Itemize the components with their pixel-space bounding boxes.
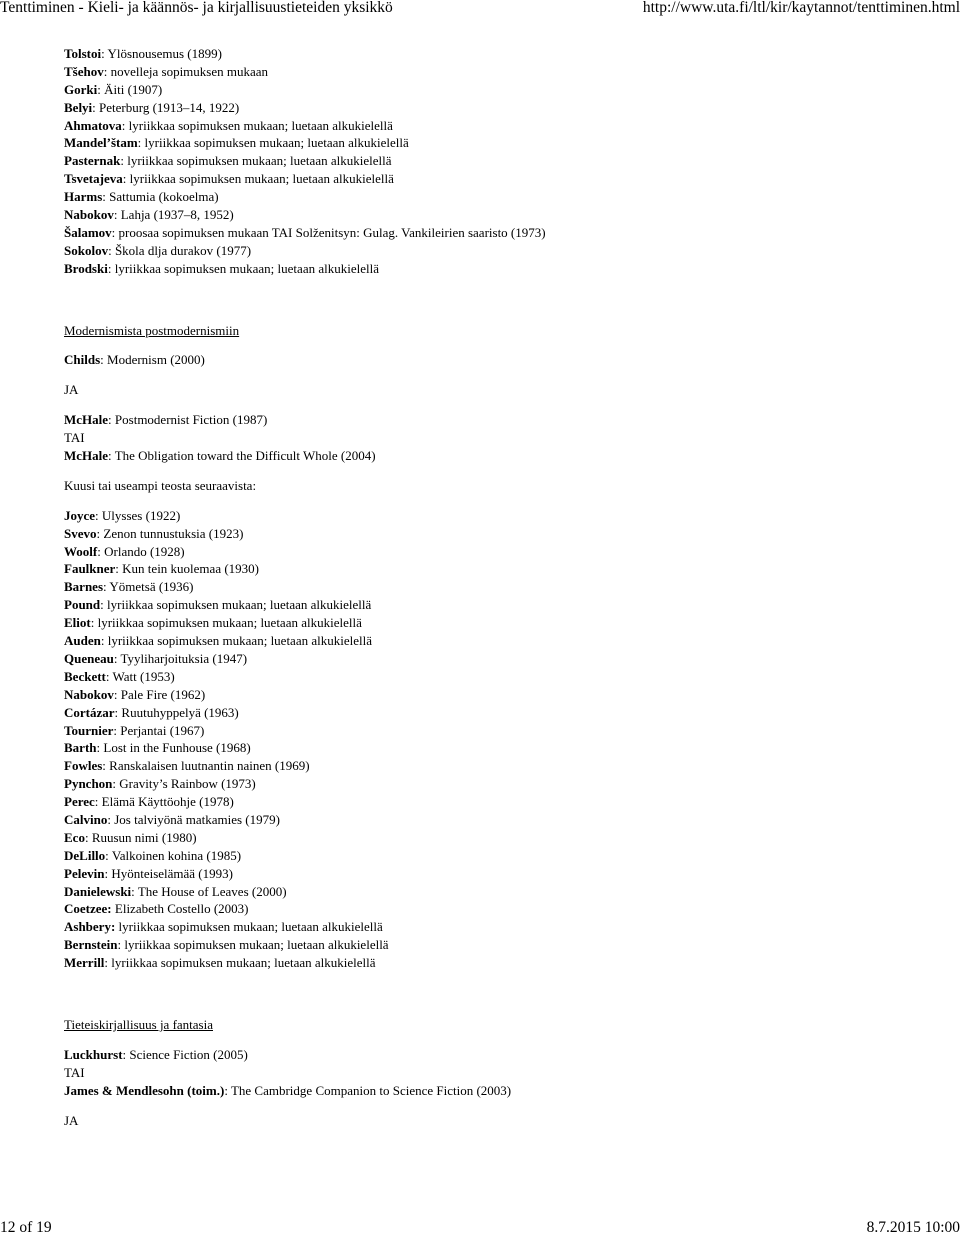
- separator: :: [108, 448, 115, 464]
- author-name: Merrill: [64, 955, 105, 971]
- author-name: Auden: [64, 633, 101, 649]
- separator: :: [131, 883, 138, 899]
- separator: :: [97, 81, 105, 97]
- list-item: [64, 152, 940, 170]
- author-name: Childs: [64, 352, 101, 368]
- author-name: Eco: [64, 829, 85, 845]
- separator: :: [113, 650, 121, 666]
- author-name: Barth: [64, 740, 97, 756]
- work-title: The House of Leaves (2000): [137, 883, 287, 899]
- work-title: Postmodernist Fiction (1987): [114, 412, 268, 428]
- list-item: [64, 543, 940, 561]
- separator: :: [108, 242, 115, 258]
- list-item: [64, 847, 940, 865]
- spacer: [64, 369, 940, 381]
- work-title: lyriikkaa sopimuksen mukaan; luetaan alkukielellä: [118, 919, 383, 935]
- work-title: Ylösnousemus (1899): [107, 46, 222, 61]
- work-title: lyriikkaa sopimuksen mukaan; luetaan alkukielellä: [128, 117, 393, 133]
- author-name: Svevo: [64, 525, 97, 541]
- author-name: Joyce: [64, 507, 96, 523]
- author-name: Tolstoi: [64, 46, 102, 61]
- list-item: [64, 170, 940, 188]
- separator: :: [102, 758, 110, 774]
- author-name: James & Mendlesohn (toim.): [64, 1082, 225, 1098]
- list-item: [64, 242, 940, 260]
- section-heading: Modernismista postmodernismiin: [64, 322, 240, 338]
- author-name: Brodski: [64, 260, 108, 276]
- work-title: Zenon tunnustuksia (1923): [103, 525, 244, 541]
- spacer: [64, 399, 940, 411]
- separator: :: [112, 776, 120, 792]
- author-name: Nabokov: [64, 686, 114, 702]
- work-title: Ruutuhyppelyä (1963): [121, 704, 239, 720]
- work-title: Kun tein kuolemaa (1930): [122, 561, 259, 577]
- author-name: Tsvetajeva: [64, 171, 123, 187]
- work-title: Peterburg (1913–14, 1922): [99, 99, 240, 115]
- separator: :: [122, 1046, 130, 1062]
- separator: :: [103, 63, 111, 79]
- work-title: lyriikkaa sopimuksen mukaan; luetaan alkukielellä: [114, 260, 379, 276]
- author-name: Šalamov: [64, 224, 112, 240]
- list-item: [64, 560, 940, 578]
- work-title: lyriikkaa sopimuksen mukaan; luetaan alkukielellä: [127, 153, 392, 169]
- separator: :: [96, 525, 104, 541]
- work-title: lyriikkaa sopimuksen mukaan; luetaan alkukielellä: [144, 135, 409, 151]
- author-name: Pound: [64, 597, 101, 613]
- work-title: Yömetsä (1936): [109, 579, 194, 595]
- work-title: lyriikkaa sopimuksen mukaan; luetaan alkukielellä: [97, 615, 362, 631]
- work-title: Lahja (1937–8, 1952): [120, 207, 234, 223]
- author-name: Pynchon: [64, 776, 113, 792]
- work-title: Pale Fire (1962): [120, 686, 206, 702]
- list-item: [64, 188, 940, 206]
- modernism-works-list: [64, 507, 940, 972]
- author-name: DeLillo: [64, 847, 106, 863]
- separator: :: [94, 794, 102, 810]
- work-title: Perjantai (1967): [120, 722, 205, 738]
- spacer: [64, 339, 940, 351]
- list-item: [64, 507, 940, 525]
- work-title: Jos talviyönä matkamies (1979): [114, 811, 280, 827]
- spacer: [64, 1034, 940, 1046]
- author-name: Belyi: [64, 99, 93, 115]
- work-title: lyriikkaa sopimuksen mukaan; luetaan alkukielellä: [107, 633, 372, 649]
- list-item: [64, 351, 940, 369]
- list-item: [64, 900, 940, 918]
- separator: :: [102, 189, 110, 205]
- author-name: Mandel’štam: [64, 135, 138, 151]
- list-item: [64, 829, 940, 847]
- spacer: [64, 1100, 940, 1112]
- author-name: Faulkner: [64, 561, 116, 577]
- list-item: [64, 45, 940, 63]
- work-title: Äiti (1907): [104, 81, 163, 97]
- list-item: [64, 936, 940, 954]
- page-url: http://www.uta.fi/ltl/kir/kaytannot/tenttiminen.html: [642, 0, 960, 16]
- list-item: [64, 686, 940, 704]
- instruction-text: Kuusi tai useampi teosta seuraavista:: [64, 477, 257, 493]
- list-item: [64, 81, 940, 99]
- work-title: Lost in the Funhouse (1968): [103, 740, 251, 756]
- work-title: Škola dlja durakov (1977): [114, 242, 252, 258]
- separator: :: [137, 135, 145, 151]
- separator: :: [113, 207, 121, 223]
- work-title: proosaa sopimuksen mukaan TAI Solženitsyn: Gulag. Vankileirien saaristo (1973): [118, 224, 546, 240]
- list-item: [64, 722, 940, 740]
- separator: :: [95, 507, 102, 523]
- author-name: Pasternak: [64, 153, 121, 169]
- work-title: Ruusun nimi (1980): [91, 829, 197, 845]
- work-title: Gravity’s Rainbow (1973): [119, 776, 256, 792]
- section-heading: Tieteiskirjallisuus ja fantasia: [64, 1016, 213, 1032]
- author-name: Danielewski: [64, 883, 132, 899]
- author-name: Luckhurst: [64, 1046, 123, 1062]
- author-name: Coetzee:: [64, 901, 112, 917]
- separator: :: [111, 224, 119, 240]
- separator: :: [117, 937, 125, 953]
- list-item: [64, 1046, 940, 1064]
- separator: :: [108, 412, 115, 428]
- author-name: Queneau: [64, 650, 114, 666]
- separator: :: [105, 847, 112, 863]
- separator: :: [96, 740, 104, 756]
- list-item: [64, 704, 940, 722]
- work-title: Sattumia (kokoelma): [109, 189, 219, 205]
- separator: :: [121, 117, 129, 133]
- separator: :: [224, 1082, 231, 1098]
- author-name: Calvino: [64, 811, 108, 827]
- list-item: [64, 224, 940, 242]
- separator: :: [103, 579, 110, 595]
- work-title: novelleja sopimuksen mukaan: [110, 63, 269, 79]
- list-item: [64, 650, 940, 668]
- work-title: lyriikkaa sopimuksen mukaan; luetaan alkukielellä: [129, 171, 394, 187]
- conjunction-tai: TAI: [64, 430, 85, 446]
- author-name: Barnes: [64, 579, 103, 595]
- page-content: [64, 45, 940, 1129]
- list-item: [64, 206, 940, 224]
- author-name: Pelevin: [64, 865, 105, 881]
- list-item: [64, 411, 940, 429]
- list-item: [64, 775, 940, 793]
- spacer: [64, 465, 940, 477]
- list-item: [64, 739, 940, 757]
- separator: :: [122, 171, 130, 187]
- work-title: Science Fiction (2005): [129, 1046, 248, 1062]
- scifi-section: [64, 1016, 940, 1129]
- author-name: Ahmatova: [64, 117, 122, 133]
- list-item: [64, 811, 940, 829]
- list-item: [64, 632, 940, 650]
- list-item: [64, 757, 940, 775]
- page-number: 12 of 19: [0, 1219, 52, 1236]
- author-name: McHale: [64, 448, 109, 464]
- list-item: [64, 883, 940, 901]
- print-datetime: 8.7.2015 10:00: [866, 1219, 960, 1236]
- separator: :: [97, 543, 105, 559]
- author-name: Fowles: [64, 758, 103, 774]
- list-item: [64, 668, 940, 686]
- author-name: Nabokov: [64, 207, 114, 223]
- spacer: [64, 972, 940, 1016]
- separator: :: [92, 99, 100, 115]
- russian-reading-list: [64, 45, 940, 278]
- conjunction-ja: JA: [64, 1112, 79, 1128]
- work-title: Ranskalaisen luutnantin nainen (1969): [109, 758, 310, 774]
- work-title: lyriikkaa sopimuksen mukaan; luetaan alkukielellä: [111, 955, 376, 971]
- conjunction-ja: JA: [64, 382, 79, 398]
- author-name: McHale: [64, 412, 109, 428]
- work-title: Hyönteiselämää (1993): [111, 865, 233, 881]
- list-item: [64, 134, 940, 152]
- author-name: Cortázar: [64, 704, 115, 720]
- list-item: [64, 525, 940, 543]
- author-name: Ashbery:: [64, 919, 116, 935]
- separator: :: [104, 955, 112, 971]
- work-title: Elizabeth Costello (2003): [114, 901, 249, 917]
- list-item: [64, 447, 940, 465]
- separator: :: [113, 686, 121, 702]
- author-name: Sokolov: [64, 242, 109, 258]
- separator: :: [115, 561, 123, 577]
- separator: :: [90, 615, 98, 631]
- work-title: Tyyliharjoituksia (1947): [120, 650, 248, 666]
- work-title: The Obligation toward the Difficult Whole (2004): [114, 448, 376, 464]
- separator: :: [113, 722, 121, 738]
- author-name: Perec: [64, 794, 95, 810]
- separator: :: [100, 633, 108, 649]
- list-item: [64, 63, 940, 81]
- work-title: Ulysses (1922): [101, 507, 181, 523]
- work-title: lyriikkaa sopimuksen mukaan; luetaan alkukielellä: [107, 597, 372, 613]
- work-title: Watt (1953): [112, 668, 175, 684]
- author-name: Beckett: [64, 668, 106, 684]
- separator: :: [120, 153, 128, 169]
- separator: :: [101, 46, 108, 61]
- author-name: Woolf: [64, 543, 98, 559]
- author-name: Harms: [64, 189, 103, 205]
- work-title: Elämä Käyttöohje (1978): [101, 794, 234, 810]
- author-name: Bernstein: [64, 937, 118, 953]
- conjunction-tai: TAI: [64, 1064, 85, 1080]
- work-title: Modernism (2000): [107, 352, 205, 368]
- list-item: [64, 614, 940, 632]
- author-name: Tournier: [64, 722, 114, 738]
- list-item: [64, 99, 940, 117]
- list-item: [64, 865, 940, 883]
- list-item: [64, 918, 940, 936]
- work-title: The Cambridge Companion to Science Fiction (2003): [230, 1082, 512, 1098]
- separator: :: [84, 829, 92, 845]
- modernism-section: [64, 322, 940, 972]
- separator: :: [107, 811, 115, 827]
- page-title: Tenttiminen - Kieli- ja käännös- ja kirjallisuustieteiden yksikkö: [0, 0, 393, 16]
- separator: :: [105, 668, 113, 684]
- work-title: Orlando (1928): [104, 543, 185, 559]
- separator: :: [100, 352, 108, 368]
- list-item: [64, 578, 940, 596]
- list-item: [64, 117, 940, 135]
- separator: :: [114, 704, 122, 720]
- author-name: Tšehov: [64, 63, 104, 79]
- list-item: [64, 1082, 940, 1100]
- list-item: [64, 260, 940, 278]
- spacer: [64, 278, 940, 322]
- list-item: [64, 954, 940, 972]
- work-title: Valkoinen kohina (1985): [111, 847, 242, 863]
- work-title: lyriikkaa sopimuksen mukaan; luetaan alkukielellä: [124, 937, 389, 953]
- author-name: Eliot: [64, 615, 91, 631]
- separator: :: [100, 597, 108, 613]
- author-name: Gorki: [64, 81, 98, 97]
- list-item: [64, 793, 940, 811]
- separator: :: [104, 865, 112, 881]
- spacer: [64, 495, 940, 507]
- separator: :: [107, 260, 115, 276]
- print-footer: [0, 1216, 960, 1238]
- print-header: [0, 0, 960, 20]
- list-item: [64, 596, 940, 614]
